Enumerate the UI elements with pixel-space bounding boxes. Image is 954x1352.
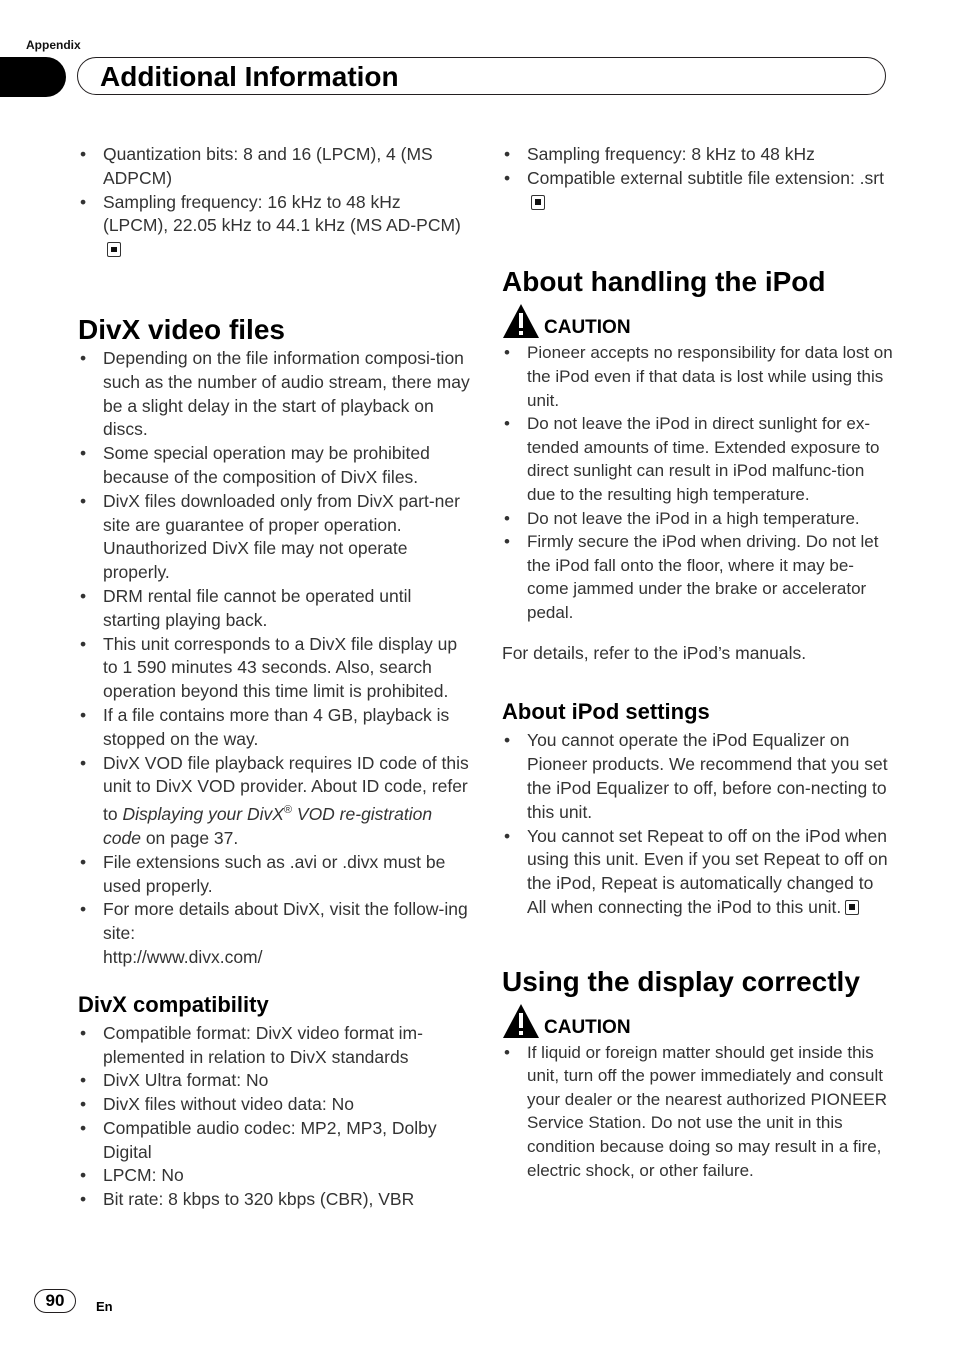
list-item: • Sampling frequency: 16 kHz to 48 kHz (LPCM), 22.05 kHz to 44.1 kHz (MS AD-PCM): [78, 191, 470, 262]
end-mark-icon: [531, 195, 545, 210]
list-item: • Compatible format: DivX video format im-plemented in relation to DivX standards: [78, 1022, 470, 1070]
caution-label: CAUTION: [544, 1016, 631, 1038]
compat-list: [78, 1022, 470, 1212]
section-tab: [0, 57, 66, 97]
cross-reference-link[interactable]: Displaying your DivX® VOD re-gistration code: [103, 804, 433, 848]
list-item: • Do not leave the iPod in a high temperature.: [502, 507, 894, 531]
section-label: Appendix: [26, 38, 81, 52]
intro-list-right: [502, 143, 894, 214]
page-number: 90: [34, 1289, 76, 1313]
list-item: • DivX VOD file playback requires ID code of this unit to DivX VOD provider. About ID code, refer to Displaying your DivX® VOD re-gistration code on page 37.: [78, 752, 470, 851]
display-caution-list: [502, 1041, 894, 1183]
header-banner: [77, 57, 886, 95]
divx-list: [78, 347, 470, 970]
list-item: • For more details about DivX, visit the follow-ing site: http://www.divx.com/: [78, 898, 470, 969]
page-title: Additional Information: [100, 61, 399, 92]
warning-icon: [502, 303, 540, 339]
list-item: • Compatible audio codec: MP2, MP3, Dolby Digital: [78, 1117, 470, 1165]
ipod-note: For details, refer to the iPod’s manuals.: [502, 642, 807, 663]
list-item: • Do not leave the iPod in direct sunlight for ex-tended amounts of time. Extended exposure to direct sunlight can result in iPod malfunc-tion due to the resulting high temperature.: [502, 412, 894, 506]
list-item: • Depending on the file information composi-tion such as the number of audio stream, there may be a slight delay in the start of playback on discs.: [78, 347, 470, 442]
end-mark-icon: [107, 242, 121, 257]
list-item: • DivX Ultra format: No: [78, 1069, 470, 1093]
list-item: • Pioneer accepts no responsibility for data lost on the iPod even if that data is lost while using this unit.: [502, 341, 894, 412]
settings-heading: About iPod settings: [502, 699, 710, 725]
settings-list: [502, 729, 894, 919]
caution-block: [502, 1003, 894, 1039]
ipod-caution-list: [502, 341, 894, 624]
list-item: • Firmly secure the iPod when driving. Do not let the iPod fall onto the floor, where it may be-come jammed under the brake or accelerator pedal.: [502, 530, 894, 624]
list-item: • DRM rental file cannot be operated until starting playing back.: [78, 585, 470, 633]
divx-url-link[interactable]: http://www.divx.com/: [103, 946, 263, 967]
list-item: • Compatible external subtitle file extension: .srt: [502, 167, 894, 215]
right-column: [502, 143, 894, 1182]
list-item: • If a file contains more than 4 GB, playback is stopped on the way.: [78, 704, 470, 752]
list-item: • File extensions such as .avi or .divx must be used properly.: [78, 851, 470, 899]
intro-list: [78, 143, 470, 262]
list-item: • Quantization bits: 8 and 16 (LPCM), 4 (MS ADPCM): [78, 143, 470, 191]
ipod-heading: About handling the iPod: [502, 266, 826, 298]
caution-label: CAUTION: [544, 317, 631, 339]
list-item: • Sampling frequency: 8 kHz to 48 kHz: [502, 143, 894, 167]
list-item: • You cannot set Repeat to off on the iPod when using this unit. Even if you set Repeat to off on the iPod, Repeat is automatically changed to All when connecting the iPod to this unit.: [502, 825, 894, 920]
list-item: • Bit rate: 8 kbps to 320 kbps (CBR), VBR: [78, 1188, 470, 1212]
warning-icon: [502, 1003, 540, 1039]
caution-block: [502, 303, 894, 339]
list-item: • This unit corresponds to a DivX file display up to 1 590 minutes 43 seconds. Also, search operation beyond this time limit is prohibited.: [78, 633, 470, 704]
language-label: En: [96, 1299, 113, 1314]
divx-heading: DivX video files: [78, 313, 285, 345]
list-item: • DivX files downloaded only from DivX part-ner site are guarantee of proper operation. Unauthorized DivX file may not operate properly.: [78, 490, 470, 585]
list-item: • You cannot operate the iPod Equalizer on Pioneer products. We recommend that you set the iPod Equalizer to off, before con-necting to this unit.: [502, 729, 894, 824]
list-item: • LPCM: No: [78, 1164, 470, 1188]
list-item: • If liquid or foreign matter should get inside this unit, turn off the power immediately and consult your dealer or the nearest authorized PIONEER Service Station. Do not use the unit in this condition because doing so may result in a fire, electric shock, or other failure.: [502, 1041, 894, 1183]
list-item: • Some special operation may be prohibited because of the composition of DivX files.: [78, 442, 470, 490]
left-column: [78, 143, 470, 1212]
display-heading: Using the display correctly: [502, 965, 860, 997]
end-mark-icon: [845, 900, 859, 915]
list-item: • DivX files without video data: No: [78, 1093, 470, 1117]
compat-heading: DivX compatibility: [78, 991, 269, 1017]
